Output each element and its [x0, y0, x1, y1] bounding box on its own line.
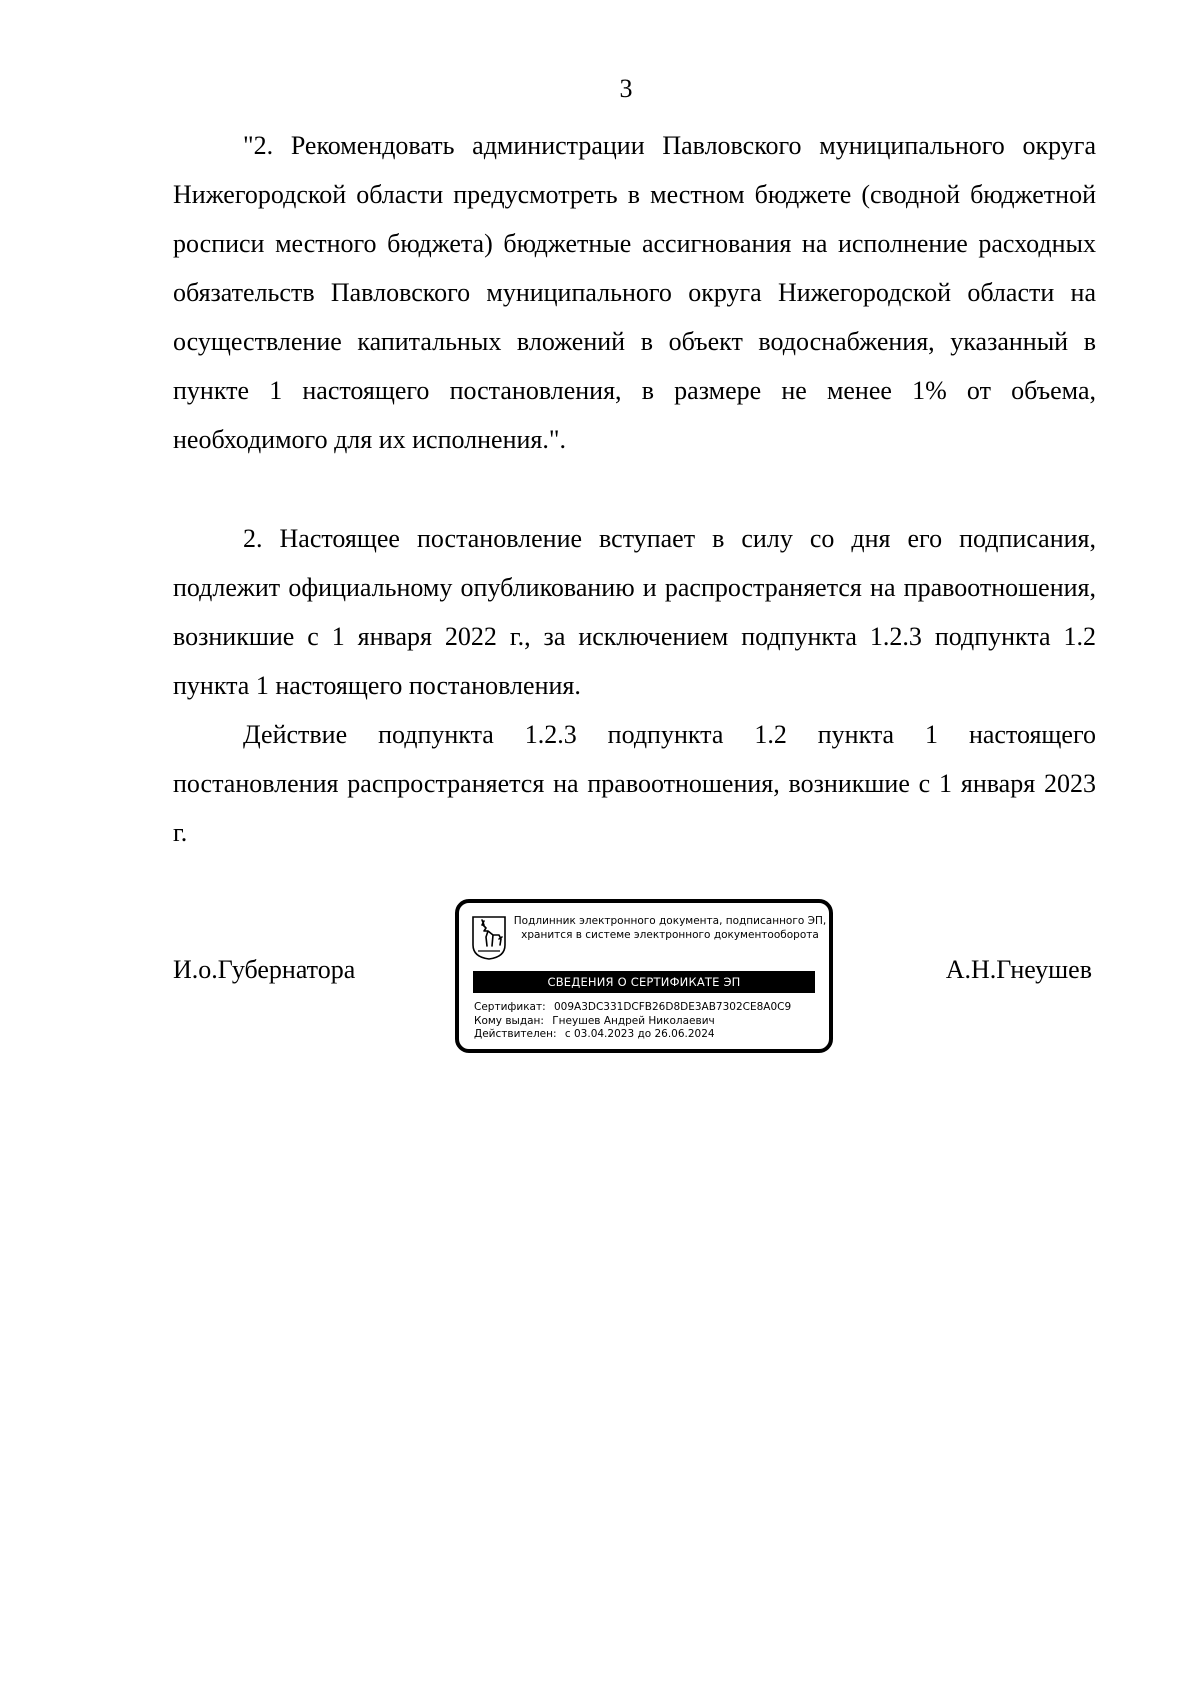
paragraph-amendment: "2. Рекомендовать администрации Павловского муниципального округа Нижегородской области предусмотреть в местном бюджете (сводной бюджетной росписи местного бюджета) бюджетные ассигнования на исполнение расходных обязательств Павловского муниципального округа Нижегородской области на осуществление капитальных вложений в объект водоснабжения, указанный в пункте 1 настоящего постановления, в размере не менее 1% от объема, необходимого для их исполнения.".: [173, 131, 1096, 454]
paragraph-effective-date: 2. Настоящее постановление вступает в силу со дня его подписания, подлежит официальному опубликованию и распространяется на правоотношения, возникшие с 1 января 2022 г., за исключением подпункта 1.2.3 подпункта 1.2 пункта 1 настоящего постановления.: [173, 524, 1096, 700]
issued-to-label: Кому выдан:: [474, 1014, 544, 1027]
stamp-certificate-bar: СВЕДЕНИЯ О СЕРТИФИКАТЕ ЭП: [473, 971, 815, 993]
certificate-value: 009A3DC331DCFB26D8DE3AB7302CE8A0C9: [553, 1001, 792, 1013]
issued-to-row: [474, 1015, 824, 1029]
paragraph-exception: Действие подпункта 1.2.3 подпункта 1.2 пункта 1 настоящего постановления распространяется на правоотношения, возникшие с 1 января 2023 г.: [173, 720, 1096, 847]
validity-row: [474, 1028, 824, 1042]
certificate-label: Сертификат:: [474, 1001, 546, 1013]
signer-title: И.о.Губернатора: [173, 955, 356, 984]
stamp-header-line: Подлинник электронного документа, подписанного ЭП,: [513, 915, 827, 927]
deer-emblem-icon: [471, 915, 507, 961]
stamp-certificate-details: [474, 1001, 824, 1042]
validity-label: Действителен:: [474, 1028, 557, 1040]
certificate-row: [474, 1001, 824, 1015]
stamp-header: [511, 914, 829, 942]
signer-name: А.Н.Гнеушев: [945, 955, 1092, 984]
stamp-header-line: хранится в системе электронного документооборота: [521, 929, 819, 941]
validity-value: с 03.04.2023 до 26.06.2024: [564, 1028, 715, 1040]
electronic-signature-stamp: [455, 899, 833, 1053]
page-number: 3: [619, 74, 633, 103]
issued-to-value: Гнеушев Андрей Николаевич: [552, 1014, 715, 1027]
